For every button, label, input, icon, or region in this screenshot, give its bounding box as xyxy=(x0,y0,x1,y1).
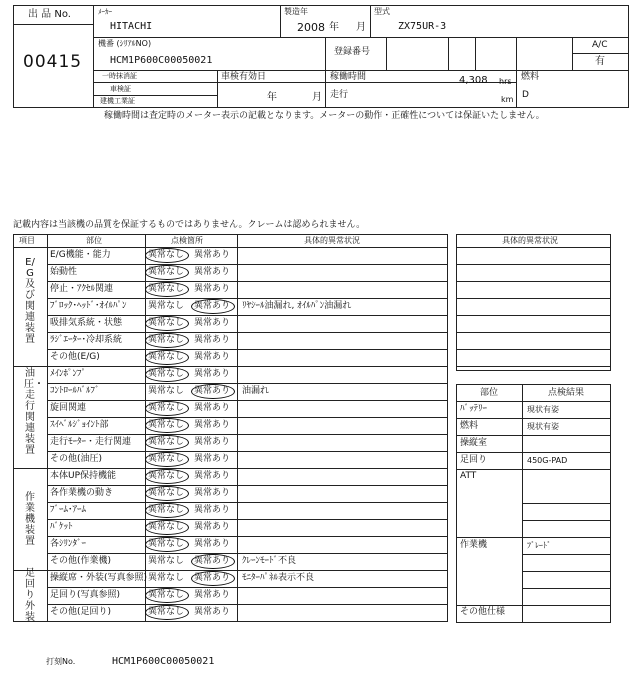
reg-label: 登録番号 xyxy=(334,47,371,57)
group-label: 油圧・走行関連装置 xyxy=(24,367,44,456)
right-bottom-row-line xyxy=(456,605,610,606)
part-label: 操縦席・外装(写真参照) xyxy=(50,573,148,583)
option-normal[interactable]: 異常なし xyxy=(148,386,185,396)
row-line xyxy=(47,264,447,265)
ac-label: A/C xyxy=(592,40,608,50)
inspection-cert-label: 車検証 xyxy=(110,85,131,93)
right-bottom-row-line xyxy=(456,469,610,470)
header-part: 部位 xyxy=(86,236,102,245)
row-line xyxy=(47,281,447,282)
option-normal[interactable]: 異常なし xyxy=(148,318,185,328)
option-abnormal[interactable]: 異常あり xyxy=(194,437,231,447)
fuel-value: D xyxy=(522,90,529,100)
header-detail: 具体的異常状況 xyxy=(304,236,360,245)
option-abnormal[interactable]: 異常あり xyxy=(194,505,231,515)
hours-label: 稼働時間 xyxy=(330,72,367,82)
right-bottom-row-line xyxy=(522,520,610,521)
option-normal[interactable]: 異常なし xyxy=(148,250,185,260)
right-top-frame xyxy=(456,234,611,371)
part-label: ﾒｲﾝﾎﾟﾝﾌﾟ xyxy=(50,369,87,379)
row-line xyxy=(47,315,447,316)
temp-cert-label: 一時抹消証 xyxy=(102,72,137,80)
part-0: ﾊﾞｯﾃﾘｰ xyxy=(460,404,488,414)
construction-cert-label: 建機工業証 xyxy=(100,97,135,105)
fuel-label: 燃料 xyxy=(521,72,540,82)
group-line xyxy=(13,570,447,571)
detail-text: ｸﾚｰﾝﾓｰﾄﾞ不良 xyxy=(242,556,297,566)
row-line xyxy=(47,400,447,401)
option-abnormal[interactable]: 異常あり xyxy=(194,573,231,583)
part-label: 各ｼﾘﾝﾀﾞｰ xyxy=(50,539,87,549)
option-normal[interactable]: 異常なし xyxy=(148,437,185,447)
part-label: 停止・ｱｸｾﾙ関連 xyxy=(50,284,114,294)
option-normal[interactable]: 異常なし xyxy=(148,284,185,294)
header-result: 点検結果 xyxy=(548,388,585,398)
ac-value: 有 xyxy=(595,56,605,67)
circled-normal-mark xyxy=(145,537,189,552)
part-label: ﾗｼﾞｴｰﾀｰ･冷却系統 xyxy=(50,335,123,345)
circled-normal-mark xyxy=(145,282,189,297)
circled-normal-mark xyxy=(145,435,189,450)
option-normal[interactable]: 異常なし xyxy=(148,539,185,549)
part-label: 始動性 xyxy=(50,267,78,277)
option-abnormal[interactable]: 異常あり xyxy=(194,335,231,345)
right-top-row-line xyxy=(456,281,610,282)
row-line xyxy=(47,451,447,452)
right-bottom-row-line xyxy=(522,571,610,572)
inspection-valid-label: 車検有効日 xyxy=(221,72,267,82)
option-abnormal[interactable]: 異常あり xyxy=(194,539,231,549)
month-unit: 月 xyxy=(356,22,366,33)
part-1: 燃料 xyxy=(460,421,479,431)
circled-normal-mark xyxy=(145,605,189,620)
option-normal[interactable]: 異常なし xyxy=(148,352,185,362)
circled-normal-mark xyxy=(145,265,189,280)
row-line xyxy=(47,383,447,384)
left-table-header-line xyxy=(13,247,447,248)
result-5: ﾌﾞﾚｰﾄﾞ xyxy=(527,541,551,550)
right-top-row-line xyxy=(456,264,610,265)
group-label: E/G及び関連装置 xyxy=(25,257,35,345)
option-normal[interactable]: 異常なし xyxy=(148,556,185,566)
part-label: その他(足回り) xyxy=(50,607,112,617)
option-normal[interactable]: 異常なし xyxy=(148,267,185,277)
part-label: 走行ﾓｰﾀｰ・走行関連 xyxy=(50,437,132,447)
disclaimer: 記載内容は当該機の品質を保証するものではありません。クレームは認められません。 xyxy=(13,220,366,230)
option-normal[interactable]: 異常なし xyxy=(148,301,185,311)
option-abnormal[interactable]: 異常あり xyxy=(194,284,231,294)
hours-value: 4,308 xyxy=(459,75,488,86)
maker-value: HITACHI xyxy=(110,21,153,32)
circled-normal-mark xyxy=(145,401,189,416)
part-label: その他(油圧) xyxy=(50,454,103,464)
maker-label: ﾒｰｶｰ xyxy=(98,8,112,16)
option-abnormal[interactable]: 異常あり xyxy=(194,607,231,617)
lot-number: 00415 xyxy=(23,52,83,72)
right-bottom-row-line xyxy=(456,435,610,436)
part-label: その他(E/G) xyxy=(50,352,100,362)
row-line xyxy=(47,434,447,435)
right-top-row-line xyxy=(456,349,610,350)
stamp-label: 打刻No. xyxy=(46,657,76,666)
result-3: 450G-PAD xyxy=(527,456,568,465)
inspection-year-unit: 年 xyxy=(267,92,277,103)
part-5: 作業機 xyxy=(460,540,488,550)
circled-abnormal-mark xyxy=(191,571,235,586)
part-label: E/G機能・能力 xyxy=(50,250,111,260)
header-item: 項目 xyxy=(19,236,35,245)
option-abnormal[interactable]: 異常あり xyxy=(194,301,231,311)
hours-note: 稼働時間は査定時のメーター表示の記載となります。メーターの動作・正確性については保証いたしません。 xyxy=(104,111,545,121)
option-abnormal[interactable]: 異常あり xyxy=(194,318,231,328)
detail-text: ﾓﾆﾀｰﾊﾟﾈﾙ表示不良 xyxy=(242,573,315,583)
option-abnormal[interactable]: 異常あり xyxy=(194,488,231,498)
part-label: 足回り(写真参照) xyxy=(50,590,121,600)
part-label: その他(作業機) xyxy=(50,556,112,566)
right-bottom-row-line xyxy=(456,401,610,402)
group-label: 作業機装置 xyxy=(25,491,35,547)
circled-normal-mark xyxy=(145,588,189,603)
row-line xyxy=(47,553,447,554)
right-top-row-line xyxy=(456,332,610,333)
right-bottom-row-line xyxy=(522,503,610,504)
row-line xyxy=(47,587,447,588)
part-label: ｺﾝﾄﾛｰﾙﾊﾞﾙﾌﾞ xyxy=(50,386,100,396)
detail-text: ﾘﾔｼｰﾙ油漏れ, ｵｲﾙﾊﾟﾝ油漏れ xyxy=(242,301,352,311)
option-normal[interactable]: 異常なし xyxy=(148,522,185,532)
year-value: 2008 xyxy=(297,21,325,34)
option-normal[interactable]: 異常なし xyxy=(148,607,185,617)
option-abnormal[interactable]: 異常あり xyxy=(194,471,231,481)
year-unit: 年 xyxy=(329,22,339,33)
part-label: 各作業機の動き xyxy=(50,488,114,498)
circled-normal-mark xyxy=(145,316,189,331)
header-part: 部位 xyxy=(480,388,499,398)
result-0: 現状有姿 xyxy=(527,405,559,414)
part-label: ﾌﾞﾛｯｸ･ﾍｯﾄﾞ･ｵｲﾙﾊﾟﾝ xyxy=(50,301,127,311)
circled-abnormal-mark xyxy=(191,384,235,399)
option-normal[interactable]: 異常なし xyxy=(148,488,185,498)
part-label: 吸排気系統・状態 xyxy=(50,318,123,328)
lot-label: 出 品 No. xyxy=(28,9,71,20)
circled-normal-mark xyxy=(145,486,189,501)
group-line xyxy=(13,468,447,469)
row-line xyxy=(47,604,447,605)
part-4: ATT xyxy=(460,471,477,481)
detail-text: 油漏れ xyxy=(242,386,270,396)
option-normal[interactable]: 異常なし xyxy=(148,573,185,583)
row-line xyxy=(47,332,447,333)
part-3: 足回り xyxy=(460,455,488,465)
serial-label: 機番 (ｼﾘｱﾙNO) xyxy=(98,39,152,48)
km-unit: km xyxy=(501,95,514,104)
option-abnormal[interactable]: 異常あり xyxy=(194,267,231,277)
circled-abnormal-mark xyxy=(191,299,235,314)
travel-label: 走行 xyxy=(330,90,349,100)
row-line xyxy=(47,298,447,299)
circled-normal-mark xyxy=(145,350,189,365)
serial-value: HCM1P600C00050021 xyxy=(110,55,213,66)
option-abnormal[interactable]: 異常あり xyxy=(194,522,231,532)
model-value: ZX75UR-3 xyxy=(398,21,447,32)
circled-normal-mark xyxy=(145,452,189,467)
right-bottom-row-line xyxy=(456,452,610,453)
option-normal[interactable]: 異常なし xyxy=(148,335,185,345)
left-table-col-line xyxy=(47,234,48,621)
left-table-col-line xyxy=(237,234,238,621)
circled-normal-mark xyxy=(145,367,189,382)
circled-normal-mark xyxy=(145,333,189,348)
circled-normal-mark xyxy=(145,469,189,484)
part-6: その他仕様 xyxy=(460,607,506,617)
part-label: ｽｲﾍﾞﾙｼﾞｮｲﾝﾄ部 xyxy=(50,420,109,430)
group-line xyxy=(13,366,447,367)
row-line xyxy=(47,519,447,520)
option-normal[interactable]: 異常なし xyxy=(148,403,185,413)
right-bottom-row-line xyxy=(522,588,610,589)
group-label: 足回り外装 xyxy=(25,568,35,623)
hours-unit: hrs xyxy=(499,77,512,86)
circled-normal-mark xyxy=(145,418,189,433)
right-top-row-line xyxy=(456,298,610,299)
header-check: 点検箇所 xyxy=(171,236,203,245)
part-label: 旋回関連 xyxy=(50,403,87,413)
stamp-value: HCM1P600C00050021 xyxy=(112,656,215,667)
option-abnormal[interactable]: 異常あり xyxy=(194,590,231,600)
row-line xyxy=(47,417,447,418)
right-top-row-line xyxy=(456,247,610,248)
right-bottom-row-line xyxy=(522,554,610,555)
option-abnormal[interactable]: 異常あり xyxy=(194,352,231,362)
part-2: 操縦室 xyxy=(460,438,488,448)
result-1: 現状有姿 xyxy=(527,422,559,431)
option-abnormal[interactable]: 異常あり xyxy=(194,250,231,260)
option-abnormal[interactable]: 異常あり xyxy=(194,386,231,396)
right-top-row-line xyxy=(456,366,610,367)
row-line xyxy=(47,485,447,486)
model-label: 型式 xyxy=(374,7,390,16)
row-line xyxy=(47,349,447,350)
circled-normal-mark xyxy=(145,503,189,518)
option-abnormal[interactable]: 異常あり xyxy=(194,556,231,566)
part-label: ﾊﾞｹｯﾄ xyxy=(50,522,73,532)
option-normal[interactable]: 異常なし xyxy=(148,590,185,600)
row-line xyxy=(47,536,447,537)
option-abnormal[interactable]: 異常あり xyxy=(194,369,231,379)
year-label: 製造年 xyxy=(284,7,308,16)
right-top-row-line xyxy=(456,315,610,316)
circled-abnormal-mark xyxy=(191,554,235,569)
option-normal[interactable]: 異常なし xyxy=(148,454,185,464)
part-label: 本体UP保持機能 xyxy=(50,471,117,481)
right-bottom-row-line xyxy=(456,418,610,419)
option-normal[interactable]: 異常なし xyxy=(148,420,185,430)
right-top-header: 具体的異常状況 xyxy=(502,236,558,245)
part-label: ﾌﾞｰﾑ･ｱｰﾑ xyxy=(50,505,87,515)
option-abnormal[interactable]: 異常あり xyxy=(194,403,231,413)
option-normal[interactable]: 異常なし xyxy=(148,369,185,379)
circled-normal-mark xyxy=(145,520,189,535)
row-line xyxy=(47,502,447,503)
inspection-month-unit: 月 xyxy=(312,92,322,103)
option-abnormal[interactable]: 異常あり xyxy=(194,454,231,464)
option-normal[interactable]: 異常なし xyxy=(148,505,185,515)
option-abnormal[interactable]: 異常あり xyxy=(194,420,231,430)
right-bottom-row-line xyxy=(456,537,610,538)
circled-normal-mark xyxy=(145,248,189,263)
option-normal[interactable]: 異常なし xyxy=(148,471,185,481)
